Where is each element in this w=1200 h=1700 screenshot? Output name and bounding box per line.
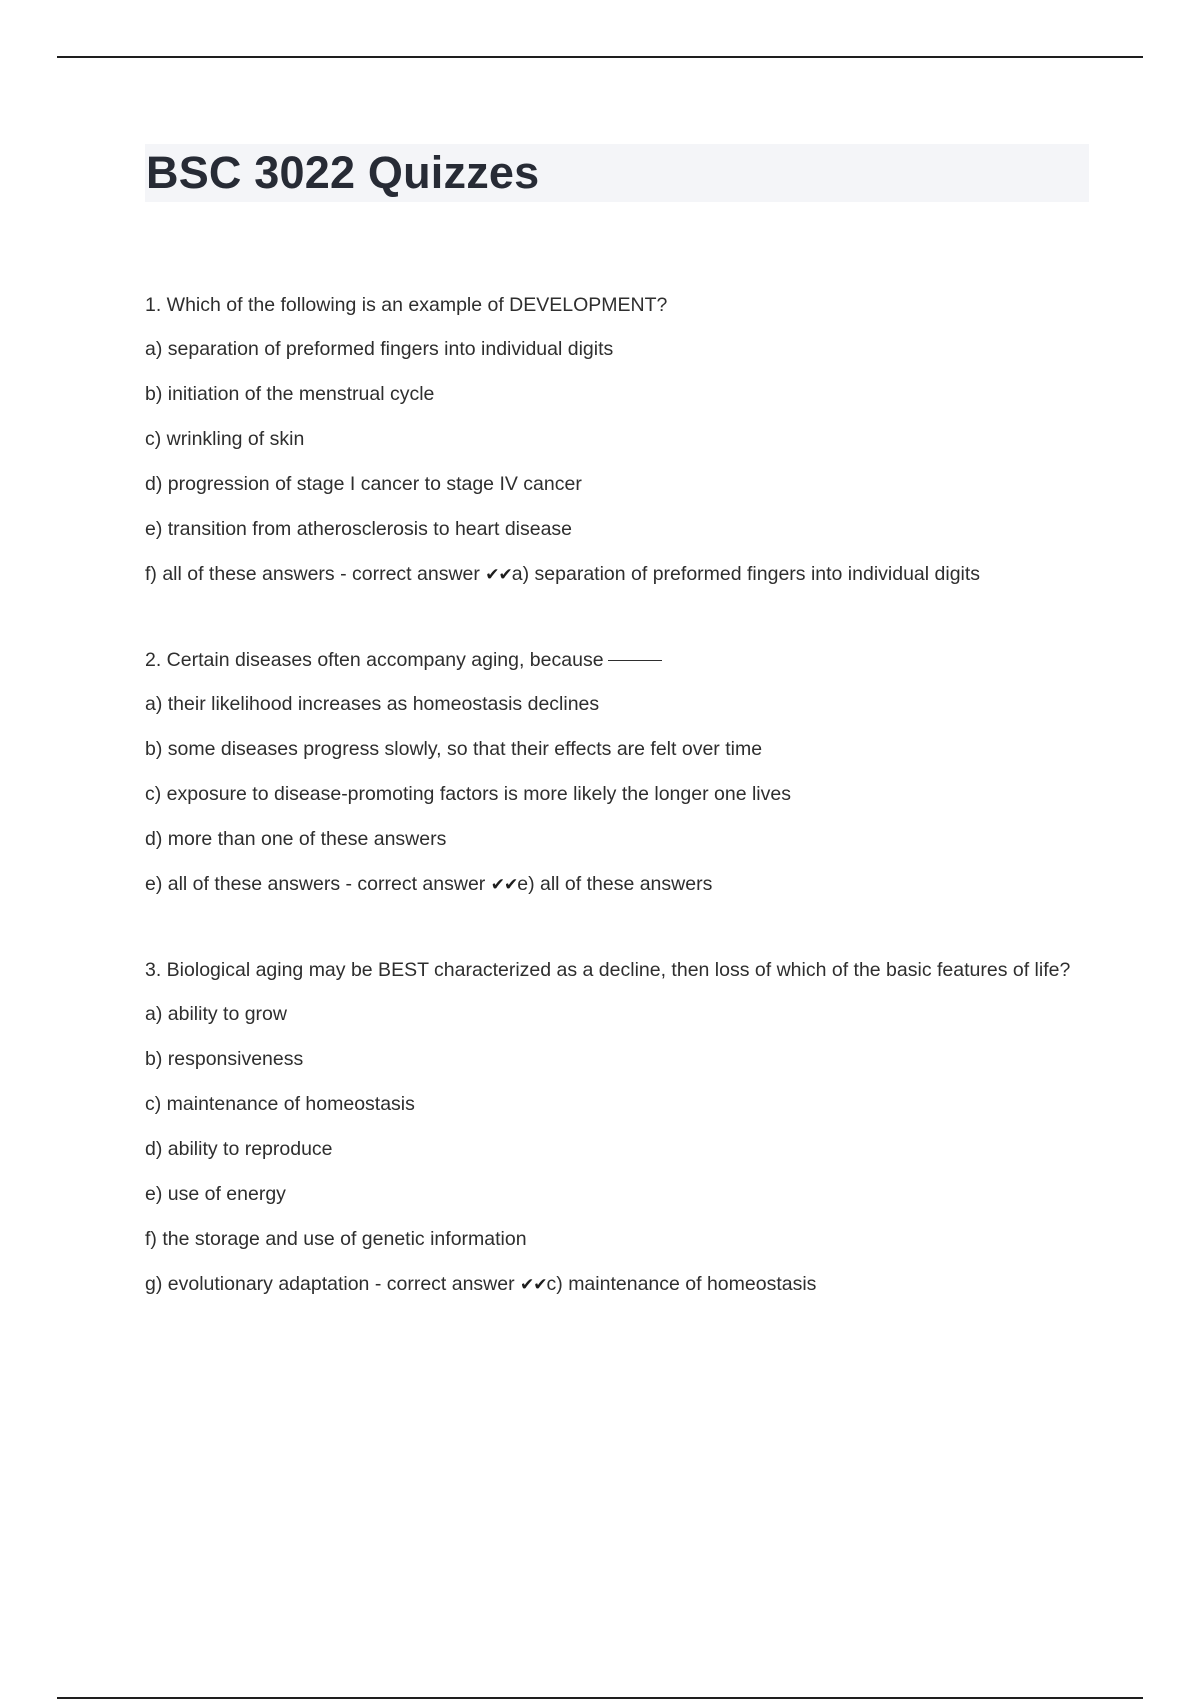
answer-option: c) wrinkling of skin (145, 428, 305, 450)
answer-option-with-correct-answer (145, 1269, 1075, 1300)
correct-answer-text: c) maintenance of homeostasis (546, 1273, 817, 1295)
double-check-icon: ✔✔ (520, 1275, 547, 1295)
last-option-text: g) evolutionary adaptation - correct answer (145, 1273, 521, 1295)
question-1 (145, 290, 1075, 590)
quiz-content (145, 290, 1075, 1355)
correct-answer-text: a) separation of preformed fingers into individual digits (511, 563, 981, 585)
answer-option: e) use of energy (145, 1183, 286, 1205)
answer-option: a) ability to grow (145, 1003, 287, 1025)
double-check-icon: ✔✔ (490, 875, 518, 895)
question-2 (145, 645, 1075, 900)
question-text: 3. Biological aging may be BEST characterized as a decline, then loss of which of the basic features of life? (145, 959, 1071, 981)
answer-option: c) maintenance of homeostasis (145, 1093, 415, 1115)
answer-option: b) initiation of the menstrual cycle (145, 383, 435, 405)
answer-option: f) the storage and use of genetic information (145, 1228, 527, 1250)
correct-answer-text: e) all of these answers (517, 873, 713, 895)
double-check-icon: ✔✔ (485, 565, 512, 585)
bottom-divider (57, 1697, 1143, 1699)
answer-option: b) some diseases progress slowly, so that their effects are felt over time (145, 738, 763, 760)
document-title: BSC 3022 Quizzes (146, 147, 540, 198)
answer-option: e) transition from atherosclerosis to heart disease (145, 518, 573, 540)
answer-option: a) separation of preformed fingers into individual digits (145, 338, 614, 360)
answer-option-with-correct-answer (145, 869, 1075, 900)
question-3 (145, 955, 1075, 1300)
fill-in-blank (608, 660, 662, 661)
answer-option: d) more than one of these answers (145, 828, 447, 850)
top-divider (57, 56, 1143, 58)
question-text (145, 645, 1075, 675)
question-text-content: 2. Certain diseases often accompany aging, because (145, 649, 604, 671)
last-option-text: e) all of these answers - correct answer (145, 873, 491, 895)
answer-option-with-correct-answer (145, 559, 1075, 590)
answer-option: d) ability to reproduce (145, 1138, 333, 1160)
last-option-text: f) all of these answers - correct answer (145, 563, 486, 585)
answer-option: c) exposure to disease-promoting factors is more likely the longer one lives (145, 783, 791, 805)
answer-option: d) progression of stage I cancer to stage IV cancer (145, 473, 582, 495)
answer-option: a) their likelihood increases as homeostasis declines (145, 693, 600, 715)
answer-option: b) responsiveness (145, 1048, 304, 1070)
question-text: 1. Which of the following is an example of DEVELOPMENT? (145, 294, 668, 316)
